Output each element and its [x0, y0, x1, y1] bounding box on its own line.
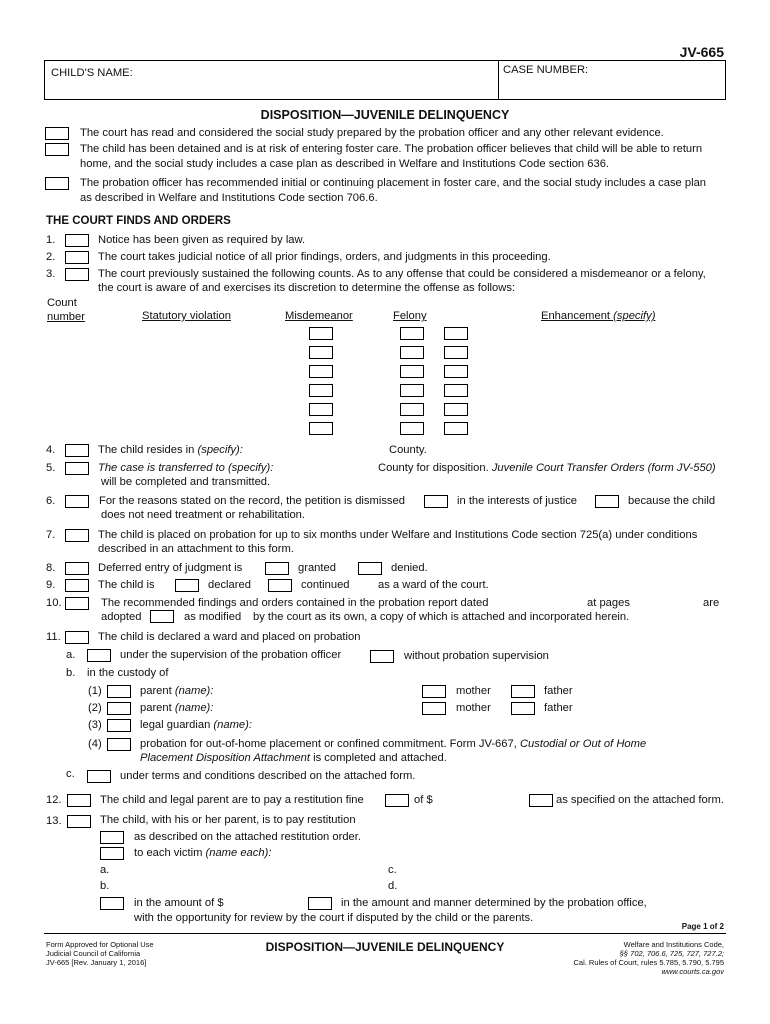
- item-12-number: 12.: [46, 794, 62, 806]
- intro-1-text: The court has read and considered the social study prepared by the probation officer and any other relevant evidence.: [80, 127, 664, 139]
- felony-header: Felony: [393, 310, 427, 322]
- count-row-1-felony-alt-checkbox[interactable]: [444, 327, 468, 340]
- item-11b1-checkbox[interactable]: [107, 685, 131, 698]
- item-5-county: [378, 462, 716, 475]
- item-11b1-text: [140, 685, 213, 698]
- item-11b4-line2: [140, 752, 447, 765]
- item-13-number: 13.: [46, 815, 62, 827]
- item-9-declared-checkbox[interactable]: [175, 579, 199, 592]
- item-11b-text: in the custody of: [87, 667, 169, 679]
- item-7-checkbox[interactable]: [65, 529, 89, 542]
- item-11b2-mother: mother: [456, 702, 491, 714]
- item-11b1-number: (1): [88, 685, 102, 697]
- item-10-are: are: [703, 597, 720, 609]
- childs-name-label: CHILD'S NAME:: [51, 67, 133, 79]
- count-row-1-felony-checkbox[interactable]: [400, 327, 424, 340]
- item-11b3-label: legal guardian: [140, 719, 211, 731]
- item-8-checkbox[interactable]: [65, 562, 89, 575]
- count-row-2-felony-alt-checkbox[interactable]: [444, 346, 468, 359]
- count-row-2-felony-checkbox[interactable]: [400, 346, 424, 359]
- item-10-at-pages: at pages: [587, 597, 630, 609]
- item-7-number: 7.: [46, 529, 56, 541]
- item-13-d: d.: [388, 880, 398, 892]
- item-11b4-number: (4): [88, 738, 102, 750]
- item-11b3-checkbox[interactable]: [107, 719, 131, 732]
- item-13-b: b.: [100, 880, 110, 892]
- item-11b2-mother-checkbox[interactable]: [422, 702, 446, 715]
- footer-right-2: §§ 702, 706.6, 725, 727, 727.2;: [619, 949, 724, 958]
- item-11-checkbox[interactable]: [65, 631, 89, 644]
- item-11b2-text: [140, 702, 213, 715]
- header-divider: [498, 60, 499, 100]
- item-3-checkbox[interactable]: [65, 268, 89, 281]
- count-row-4-misdemeanor-checkbox[interactable]: [309, 384, 333, 397]
- item-11b4-checkbox[interactable]: [107, 738, 131, 751]
- intro-3-line1: The probation officer has recommended initial or continuing placement in foster care, and the social study includes a case plan: [80, 177, 707, 189]
- item-13-amount: in the amount of $: [134, 897, 224, 909]
- item-8-text: Deferred entry of judgment is: [98, 562, 243, 574]
- item-11a-opt1: under the supervision of the probation officer: [120, 649, 342, 661]
- item-1-number: 1.: [46, 234, 56, 246]
- item-10-tail: by the court as its own, a copy of which is attached and incorporated herein.: [253, 611, 630, 623]
- item-7-line1: The child is placed on probation for up to six months under Welfare and Institutions Code section 725(a) under conditions: [98, 529, 698, 541]
- item-5-line2: will be completed and transmitted.: [101, 476, 271, 488]
- item-2-text: The court takes judicial notice of all prior findings, orders, and judgments in this proceeding.: [98, 251, 551, 263]
- item-13-checkbox[interactable]: [67, 815, 91, 828]
- item-11b-label: b.: [66, 667, 76, 679]
- footer-title: DISPOSITION—JUVENILE DELINQUENCY: [265, 940, 505, 954]
- enhancement-header: [541, 310, 655, 323]
- item-11b3-text: [140, 719, 252, 732]
- item-3-number: 3.: [46, 268, 56, 280]
- enhancement-header-label: Enhancement: [541, 310, 611, 322]
- item-13-opt2-label: to each victim: [134, 847, 203, 859]
- count-row-5-misdemeanor-checkbox[interactable]: [309, 403, 333, 416]
- item-12-tail: as specified on the attached form.: [556, 794, 724, 806]
- item-11-number: 11.: [46, 631, 61, 643]
- item-12-of: of $: [414, 794, 433, 806]
- form-id: JV-665: [679, 44, 724, 60]
- item-6-because-checkbox[interactable]: [595, 495, 619, 508]
- intro-2-line2: home, and the social study includes a case plan as described in Welfare and Institutions Code section 636.: [80, 158, 610, 170]
- item-9-continued-checkbox[interactable]: [268, 579, 292, 592]
- item-13-opt2: [134, 847, 271, 860]
- item-6-justice-checkbox[interactable]: [424, 495, 448, 508]
- item-11b2-number: (2): [88, 702, 102, 714]
- item-6-checkbox[interactable]: [65, 495, 89, 508]
- item-6-opt1: in the interests of justice: [457, 495, 578, 507]
- item-11b2-label: parent: [140, 702, 172, 714]
- item-8-number: 8.: [46, 562, 56, 574]
- item-3-line1: The court previously sustained the following counts. As to any offense that could be considered a misdemeanor or a felony,: [98, 268, 706, 280]
- item-8-opt2: denied.: [391, 562, 428, 574]
- item-12-text: The child and legal parent are to pay a restitution fine: [100, 794, 364, 806]
- item-2-number: 2.: [46, 251, 56, 263]
- item-11b2-father: father: [544, 702, 573, 714]
- item-11b2-name: (name):: [174, 702, 214, 714]
- intro-2-line1: The child has been detained and is at risk of entering foster care. The probation officer believes that child will be able to return: [80, 143, 703, 155]
- item-4-county: County.: [389, 444, 427, 456]
- item-11b2-father-checkbox[interactable]: [511, 702, 535, 715]
- case-number-label: CASE NUMBER:: [503, 64, 589, 76]
- item-11b4-form-title: Custodial or Out of Home: [519, 738, 647, 750]
- item-3-line2: the court is aware of and exercises its discretion to determine the offense as follows:: [98, 282, 516, 294]
- count-row-4-felony-checkbox[interactable]: [400, 384, 424, 397]
- item-13-victim-checkbox[interactable]: [100, 847, 124, 860]
- intro-3-line2: as described in Welfare and Institutions Code section 706.6.: [80, 192, 378, 204]
- item-5-checkbox[interactable]: [65, 462, 89, 475]
- page-title: DISPOSITION—JUVENILE DELINQUENCY: [260, 108, 510, 122]
- item-13-opt2-italic: (name each):: [205, 847, 272, 859]
- intro-3-checkbox[interactable]: [45, 177, 69, 190]
- item-11a-without-checkbox[interactable]: [370, 650, 394, 663]
- findings-heading: THE COURT FINDS AND ORDERS: [46, 215, 231, 227]
- intro-1-checkbox[interactable]: [45, 127, 69, 140]
- item-11a-opt2: without probation supervision: [404, 650, 549, 662]
- item-1-checkbox[interactable]: [65, 234, 89, 247]
- footer-left-1: Form Approved for Optional Use: [46, 940, 154, 949]
- item-12-specified-checkbox[interactable]: [529, 794, 553, 807]
- footer-rule: [44, 933, 726, 934]
- item-13-order-checkbox[interactable]: [100, 831, 124, 844]
- item-11b1-label: parent: [140, 685, 172, 697]
- item-11-text: The child is declared a ward and placed on probation: [98, 631, 361, 643]
- count-number-header-line2: number: [47, 311, 85, 323]
- item-11b1-father-checkbox[interactable]: [511, 685, 535, 698]
- item-13-amount-checkbox[interactable]: [100, 897, 124, 910]
- item-9-opt2: continued: [301, 579, 350, 591]
- item-2-checkbox[interactable]: [65, 251, 89, 264]
- item-11b1-father: father: [544, 685, 573, 697]
- item-11b4-line2-tail: is completed and attached.: [313, 752, 447, 764]
- item-11b3-number: (3): [88, 719, 102, 731]
- item-11b3-name: (name):: [213, 719, 252, 731]
- footer-right-3: Cal. Rules of Court, rules 5.785, 5.790, 5.795: [573, 958, 724, 967]
- count-row-6-felony-alt-checkbox[interactable]: [444, 422, 468, 435]
- footer-left-2: Judicial Council of California: [46, 949, 141, 958]
- page-label: Page 1 of 2: [681, 922, 724, 931]
- count-row-5-felony-alt-checkbox[interactable]: [444, 403, 468, 416]
- item-4-checkbox[interactable]: [65, 444, 89, 457]
- count-row-5-felony-checkbox[interactable]: [400, 403, 424, 416]
- count-row-4-felony-alt-checkbox[interactable]: [444, 384, 468, 397]
- footer-right-4: www.courts.ca.gov: [661, 967, 724, 976]
- item-10-modified-checkbox[interactable]: [150, 610, 174, 623]
- item-8-opt1: granted: [298, 562, 336, 574]
- item-5-number: 5.: [46, 462, 56, 474]
- item-8-denied-checkbox[interactable]: [358, 562, 382, 575]
- item-13-manner: in the amount and manner determined by the probation office,: [341, 897, 647, 909]
- count-row-1-misdemeanor-checkbox[interactable]: [309, 327, 333, 340]
- item-1-text: Notice has been given as required by law.: [98, 234, 306, 246]
- item-11c-checkbox[interactable]: [87, 770, 111, 783]
- header-box: [44, 60, 726, 100]
- item-6-line2: does not need treatment or rehabilitation.: [101, 509, 305, 521]
- item-6-text: For the reasons stated on the record, the petition is dismissed: [99, 495, 405, 507]
- item-13-text: The child, with his or her parent, is to pay restitution: [100, 814, 356, 826]
- item-11b4-line2-italic: Placement Disposition Attachment: [140, 752, 310, 764]
- statutory-header: Statutory violation: [142, 310, 231, 322]
- item-13-manner-checkbox[interactable]: [308, 897, 332, 910]
- item-4-label: The child resides in: [98, 444, 195, 456]
- item-11b1-name: (name):: [174, 685, 214, 697]
- item-11b2-checkbox[interactable]: [107, 702, 131, 715]
- item-4-specify: (specify):: [197, 444, 243, 456]
- item-7-line2: described in an attachment to this form.: [98, 543, 294, 555]
- item-8-granted-checkbox[interactable]: [265, 562, 289, 575]
- item-9-number: 9.: [46, 579, 56, 591]
- misdemeanor-header: Misdemeanor: [285, 310, 353, 322]
- item-12-checkbox[interactable]: [67, 794, 91, 807]
- item-5-county-label: County for disposition.: [378, 462, 489, 474]
- intro-2-checkbox[interactable]: [45, 143, 69, 156]
- item-10-as-modified: as modified: [184, 611, 242, 623]
- item-11a-supervision-checkbox[interactable]: [87, 649, 111, 662]
- item-13-c: c.: [388, 864, 397, 876]
- footer-left-3: JV-665 [Rev. January 1, 2016]: [46, 958, 147, 967]
- count-row-6-felony-checkbox[interactable]: [400, 422, 424, 435]
- count-number-header-line1: Count: [47, 297, 77, 309]
- item-10-adopted: adopted: [101, 611, 142, 623]
- item-4-number: 4.: [46, 444, 56, 456]
- item-6-number: 6.: [46, 495, 56, 507]
- item-4-text: [98, 444, 243, 457]
- count-row-3-felony-checkbox[interactable]: [400, 365, 424, 378]
- item-11b4-text: [140, 738, 646, 751]
- enhancement-specify: (specify): [613, 310, 656, 322]
- item-9-tail: as a ward of the court.: [378, 579, 489, 591]
- item-9-opt1: declared: [208, 579, 251, 591]
- item-13-a: a.: [100, 864, 110, 876]
- item-11c-text: under terms and conditions described on the attached form.: [120, 770, 416, 782]
- item-12-of-checkbox[interactable]: [385, 794, 409, 807]
- item-11a-label: a.: [66, 649, 76, 661]
- count-row-3-felony-alt-checkbox[interactable]: [444, 365, 468, 378]
- item-10-text: The recommended findings and orders contained in the probation report dated: [101, 597, 489, 609]
- count-row-6-misdemeanor-checkbox[interactable]: [309, 422, 333, 435]
- footer-right-1: Welfare and Institutions Code,: [623, 940, 724, 949]
- item-5-text: The case is transferred to (specify):: [98, 462, 274, 474]
- item-11b1-mother: mother: [456, 685, 491, 697]
- item-9-text: The child is: [98, 579, 155, 591]
- item-13-line2: with the opportunity for review by the court if disputed by the child or the parents.: [134, 912, 534, 924]
- item-5-form-ref: Juvenile Court Transfer Orders (form JV-550): [491, 462, 716, 474]
- count-row-3-misdemeanor-checkbox[interactable]: [309, 365, 333, 378]
- item-10-checkbox[interactable]: [65, 597, 89, 610]
- count-row-2-misdemeanor-checkbox[interactable]: [309, 346, 333, 359]
- item-11b1-mother-checkbox[interactable]: [422, 685, 446, 698]
- item-11c-label: c.: [66, 768, 75, 780]
- item-9-checkbox[interactable]: [65, 579, 89, 592]
- item-11b4-label: probation for out-of-home placement or confined commitment. Form JV-667,: [140, 738, 517, 750]
- item-13-opt1: as described on the attached restitution order.: [134, 831, 361, 843]
- item-6-opt2: because the child: [628, 495, 716, 507]
- item-10-number: 10.: [46, 597, 62, 609]
